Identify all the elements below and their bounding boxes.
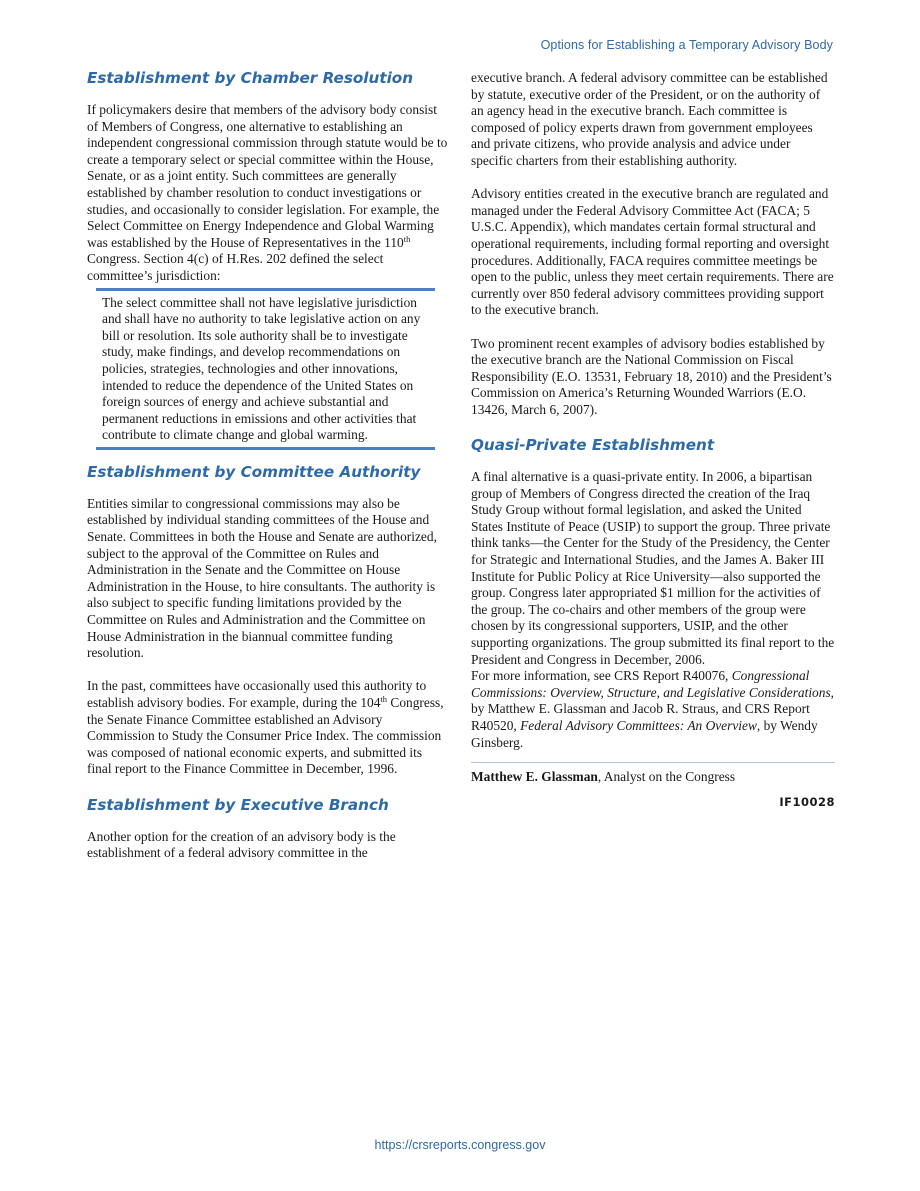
report-title-commissions: Congressional Commissions: Overview, Structure, and Legislative Considerations (471, 668, 831, 700)
committee-text-a: In the past, committees have occasionally used this authority to establish advisory bodies. For example, during the 104 (87, 678, 427, 710)
ordinal-sup: th (380, 694, 388, 704)
chamber-paragraph (87, 102, 449, 285)
block-quote (96, 288, 435, 450)
report-id: IF10028 (779, 795, 835, 810)
heading-quasi-private: Quasi-Private Establishment (471, 436, 715, 455)
examples-paragraph: Two prominent recent examples of advisory bodies established by the executive branch are the National Commission on Fiscal Responsibility (E.O. 13531, February 18, 2010) and the President’s Commission on America’s Returning Wounded Warriors (E.O. 13426, March 6, 2007). (471, 335, 832, 417)
right-column (471, 70, 835, 809)
more-info-paragraph (471, 668, 835, 751)
author-name: Matthew E. Glassman (471, 768, 598, 784)
author-role: , Analyst on the Congress (597, 768, 736, 784)
quote-text: The select committee shall not have legislative jurisdiction and shall have no authority to take legislative action on any bill or resolution. Its sole authority shall be to investigate study, make findings, and develop recommendations on policies, strategies, technologies and other innovations, intended to reduce the dependence of the United States on foreign sources of energy and achieve substantial and permanent reductions in emissions and other activities that contribute to climate change and global warming. (102, 294, 421, 443)
executive-continued-paragraph: executive branch. A federal advisory committee can be established by statute, executive order of the President, or on the authority of an agency head in the executive branch. Each committee is composed of policy experts drawn from government employees and private citizens, who provide analysis and advice under specific charters from their establishing authority. (471, 70, 828, 168)
running-header: Options for Establishing a Temporary Advisory Body (540, 38, 833, 52)
executive-paragraph: Another option for the creation of an advisory body is the establishment of a federal advisory committee in the (87, 828, 396, 861)
author-line (471, 769, 835, 786)
heading-executive-branch: Establishment by Executive Branch (87, 795, 389, 814)
more-info-text-b: , by Matthew E. Glassman and Jacob R. Straus, and CRS Report R40520, (471, 684, 835, 733)
more-info-text-c: , by Wendy Ginsberg. (471, 717, 818, 750)
chamber-text-b: Congress. Section 4(c) of H.Res. 202 defined the select committee’s jurisdiction: (87, 251, 384, 283)
ordinal-sup: th (403, 233, 411, 244)
faca-paragraph: Advisory entities created in the executive branch are regulated and managed under the Federal Advisory Committee Act (FACA; 5 U.S.C. Appendix), which mandates certain formal structural and operational requirements, including formal reporting and oversight procedures. Additionally, FACA requires committee meetings be open to the public, unless they meet certain requirements. There are currently over 850 federal advisory committees providing support to the executive branch. (471, 186, 834, 318)
heading-chamber-resolution: Establishment by Chamber Resolution (87, 69, 414, 87)
chamber-text-a: If policymakers desire that members of the advisory body consist of Members of Congress, one alternative to establishing an independent congressional commission through statute would be to create a temporary select or special committee within the House, Senate, or as a joint entity. Such committees are generally established by chamber resolution to conduct investigations or studies, and occasionally to consider legislation. For example, the Select Committee on Energy Independence and Global Warming was established by the House of Representatives in the 110 (87, 102, 448, 250)
left-column (87, 68, 449, 878)
report-title-faca: Federal Advisory Committees: An Overview (520, 717, 757, 733)
more-info-text-a: For more information, see CRS Report R40076, (471, 668, 732, 684)
author-divider (471, 762, 835, 763)
quasi-paragraph: A final alternative is a quasi-private entity. In 2006, a bipartisan group of Members of Congress directed the creation of the Iraq Study Group without formal legislation, and asked the United States Institute of Peace (USIP) to support the group. Three private think tanks—the Center for the Study of the Presidency, the Center for Strategic and International Studies, and the James A. Baker III Institute for Public Policy at Rice University—also supported the group. Congress later appropriated $1 million for the activities of the group. The co-chairs and other members of the group were chosen by its congressional supporters, USIP, and the other supporting organizations. The group submitted its final report to the President and Congress in December, 2006. (471, 469, 835, 667)
committee-paragraph-1: Entities similar to congressional commissions may also be established by individual standing committees of the House and Senate. Committees in both the House and Senate are authorized, subject to the approval of the Committee on Rules and Administration in the Senate and the Committee on House Administration in the House, to hire consultants. The authority is also subject to specific funding limitations provided by the Committee on Rules and Administration and the Committee on House Administration in the biannual committee funding resolution. (87, 495, 437, 661)
heading-committee-authority: Establishment by Committee Authority (87, 462, 421, 481)
footer-url[interactable]: https://crsreports.congress.gov (374, 1138, 546, 1152)
committee-paragraph-2 (87, 678, 449, 778)
committee-text-b: Congress, the Senate Finance Committee established an Advisory Commission to Study the Consumer Price Index. The commission was composed of national economic experts, and submitted its final report to the Finance Committee in December, 1996. (87, 695, 444, 777)
